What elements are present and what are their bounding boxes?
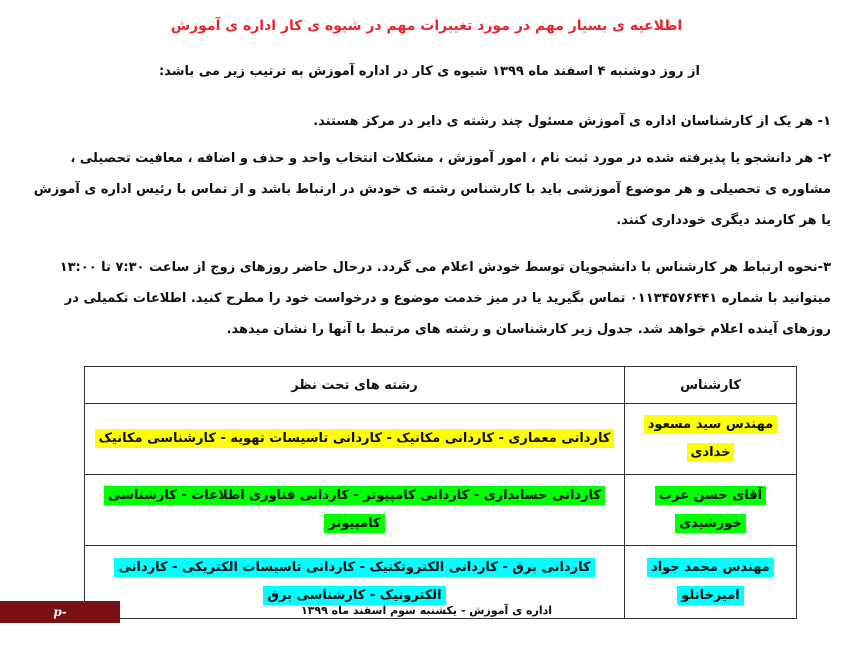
fields-text: کاردانی برق - کاردانی الکتروتکنیک - کاردانی تاسیسات الکتریکی - کاردانی الکترونیک - کارشناسی برق	[114, 558, 594, 605]
paragraph-1: ۱- هر یک از کارشناسان اداره ی آموزش مسئول چند رشته ی دایر در مرکز هستند.	[313, 114, 831, 129]
experts-table	[84, 366, 797, 619]
expert-name: مهندس محمد جواد امیرخانلو	[647, 558, 774, 605]
intro-line: از روز دوشنبه ۴ اسفند ماه ۱۳۹۹ شیوه ی کار در اداره آموزش به ترتیب زیر می باشد:	[158, 64, 700, 79]
expert-name: آقای حسن عرب خورشیدی	[655, 486, 766, 533]
table-row	[85, 475, 797, 546]
site-logo-link[interactable]: p-behshahr.tvu.ac.ir	[0, 601, 120, 623]
expert-cell	[625, 404, 797, 475]
expert-cell	[625, 475, 797, 546]
announcement-title: اطلاعیه ی بسیار مهم در مورد تغییرات مهم در شیوه ی کار اداره ی آموزش	[170, 18, 683, 34]
fields-text: کاردانی معماری - کاردانی مکانیک - کاردانی تاسیسات تهویه - کارشناسی مکانیک	[95, 429, 615, 448]
table-header-row	[85, 367, 797, 404]
fields-cell	[85, 404, 625, 475]
paragraph-3: ۳-نحوه ارتباط هر کارشناس با دانشجویان توسط خودش اعلام می گردد. درحال حاضر روزهای زوج از ساعت ۷:۳۰ تا ۱۳:۰۰ میتوانید با شماره ۰۱۱۳۴۵۷۶۴۴۱ تماس بگیرید یا در میز خدمت موضوع و درخواست خود را مطرح کنید. اطلاعات تکمیلی در روزهای آینده اعلام خواهد شد. جدول زیر کارشناسان و رشته های مرتبط با آنها را نشان میدهد.	[59, 260, 831, 337]
header-fields: رشته های تحت نظر	[85, 367, 625, 404]
fields-text: کاردانی حسابداری - کاردانی کامپیوتر - کاردانی فناوری اطلاعات - کارشناسی کامپیوتر	[104, 486, 605, 533]
paragraph-2: ۲- هر دانشجو یا پذیرفته شده در مورد ثبت نام ، امور آموزش ، مشکلات انتخاب واحد و حذف و اضافه ، معافیت تحصیلی ، مشاوره ی تحصیلی و هر موضوع آموزشی باید با کارشناس رشته ی خودش در ارتباط باشد و از تماس با رئیس اداره ی آموزش یا هر کارمند دیگری خودداری کنند.	[33, 151, 831, 228]
table-row	[85, 404, 797, 475]
header-expert: کارشناس	[625, 367, 797, 404]
footer-signature: اداره ی آموزش - یکشنبه سوم اسفند ماه ۱۳۹۹	[300, 604, 553, 617]
fields-cell	[85, 475, 625, 546]
expert-name: مهندس سید مسعود خدادی	[644, 415, 777, 462]
